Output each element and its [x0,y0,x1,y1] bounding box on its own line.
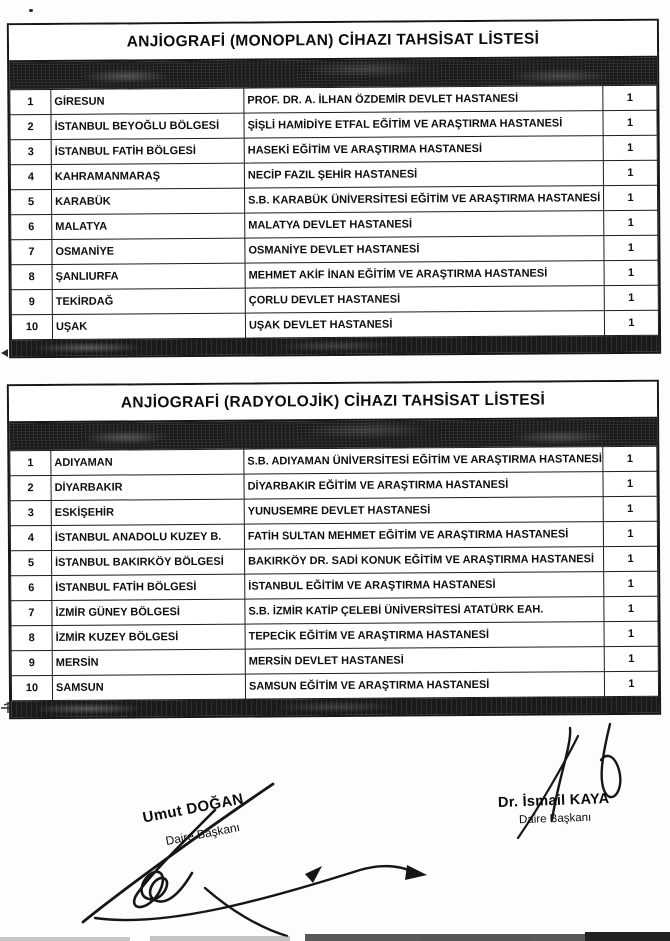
count-cell: 1 [603,496,657,521]
hospital-cell: S.B. İZMİR KATİP ÇELEBİ ÜNİVERSİTESİ ATATÜRK EAH. [245,597,604,625]
table-row [11,671,658,701]
region-cell: İSTANBUL FATİH BÖLGESİ [52,574,245,600]
signature-name: Umut DOĞAN [141,790,246,827]
region-cell: MERSİN [52,649,245,675]
count-cell: 1 [604,235,658,260]
region-cell: UŞAK [52,313,245,339]
region-cell: ADIYAMAN [51,449,244,475]
hospital-cell: UŞAK DEVLET HASTANESİ [245,311,604,339]
hospital-cell: İSTANBUL EĞİTİM VE ARAŞTIRMA HASTANESİ [245,572,604,600]
table-title: ANJİOGRAFİ (MONOPLAN) CİHAZI TAHSİSAT LİSTESİ [9,21,657,63]
hospital-cell: DİYARBAKIR EĞİTİM VE ARAŞTIRMA HASTANESİ [244,472,603,500]
count-cell: 1 [604,285,658,310]
signature-name: Dr. İsmail KAYA [497,791,610,811]
hospital-cell: HASEKİ EĞİTİM VE ARAŞTIRMA HASTANESİ [244,136,603,164]
row-number-cell: 2 [10,114,51,139]
hospital-cell: ÇORLU DEVLET HASTANESİ [245,286,604,314]
hospital-cell: MALATYA DEVLET HASTANESİ [245,211,604,239]
count-cell: 1 [603,185,657,210]
handwritten-signature-left [55,770,435,940]
hospital-cell: S.B. ADIYAMAN ÜNİVERSİTESİ EĞİTİM VE ARAŞTIRMA HASTANESİ [244,447,603,475]
scan-artifact-bottom-strip [0,931,670,941]
region-cell: KARABÜK [51,188,244,214]
region-cell: İZMİR KUZEY BÖLGESİ [52,624,245,650]
count-cell: 1 [604,210,658,235]
row-number-cell: 10 [11,314,52,339]
row-number-cell: 9 [11,289,52,314]
count-cell: 1 [604,596,658,621]
row-number-cell: 7 [11,600,52,625]
hospital-cell: TEPECİK EĞİTİM VE ARAŞTIRMA HASTANESİ [245,622,604,650]
region-cell: ESKİŞEHİR [51,499,244,525]
hospital-cell: PROF. DR. A. İLHAN ÖZDEMİR DEVLET HASTANESİ [244,86,603,114]
hospital-cell: FATİH SULTAN MEHMET EĞİTİM VE ARAŞTIRMA HASTANESİ [244,522,603,550]
table-footer-band-illegible [11,336,659,357]
row-number-cell: 5 [11,189,52,214]
hospital-cell: YUNUSEMRE DEVLET HASTANESİ [244,497,603,525]
signature-role: Daire Başkanı [164,819,242,849]
row-number-cell: 3 [10,500,51,525]
hospital-cell: S.B. KARABÜK ÜNİVERSİTESİ EĞİTİM VE ARAŞTIRMA HASTANESİ [244,186,603,214]
region-cell: GİRESUN [51,88,244,114]
region-cell: SAMSUN [52,674,245,700]
scan-artifact-triangle [1,349,8,357]
region-cell: İSTANBUL BEYOĞLU BÖLGESİ [51,113,244,139]
count-cell: 1 [604,621,658,646]
hospital-cell: ŞİŞLİ HAMİDİYE ETFAL EĞİTİM VE ARAŞTIRMA HASTANESİ [244,111,603,139]
radyolojik-allocation-table [7,380,661,720]
count-cell: 1 [603,521,657,546]
region-cell: İSTANBUL ANADOLU KUZEY B. [51,524,244,550]
handwritten-signature-right [460,722,670,847]
row-number-cell: 1 [10,89,51,114]
row-number-cell: 10 [11,675,52,700]
hospital-cell: BAKIRKÖY DR. SADİ KONUK EĞİTİM VE ARAŞTIRMA HASTANESİ [244,547,603,575]
count-cell: 1 [604,571,658,596]
row-number-cell: 4 [10,164,51,189]
region-cell: İSTANBUL BAKIRKÖY BÖLGESİ [51,549,244,575]
monoplan-allocation-table [7,19,661,359]
region-cell: OSMANİYE [52,238,245,264]
region-cell: ŞANLIURFA [52,263,245,289]
row-number-cell: 1 [10,450,51,475]
hospital-cell: NECİP FAZIL ŞEHİR HASTANESİ [244,161,603,189]
row-number-cell: 5 [11,550,52,575]
region-cell: İSTANBUL FATİH BÖLGESİ [51,138,244,164]
region-cell: DİYARBAKIR [51,474,244,500]
signature-role: Daire Başkanı [518,811,592,827]
count-cell: 1 [603,85,657,110]
hospital-cell: SAMSUN EĞİTİM VE ARAŞTIRMA HASTANESİ [245,672,604,700]
region-cell: KAHRAMANMARAŞ [51,163,244,189]
row-number-cell: 6 [11,214,52,239]
hospital-cell: OSMANİYE DEVLET HASTANESİ [245,236,604,264]
count-cell: 1 [603,110,657,135]
count-cell: 1 [604,671,658,696]
count-cell: 1 [603,160,657,185]
region-cell: TEKİRDAĞ [52,288,245,314]
row-number-cell: 7 [11,239,52,264]
count-cell: 1 [603,546,657,571]
count-cell: 1 [603,135,657,160]
hospital-cell: MERSİN DEVLET HASTANESİ [245,647,604,675]
allocation-grid [9,85,659,341]
table-header-band-illegible [9,58,657,90]
region-cell: İZMİR GÜNEY BÖLGESİ [52,599,245,625]
allocation-grid [9,446,659,702]
hospital-cell: MEHMET AKİF İNAN EĞİTİM VE ARAŞTIRMA HASTANESİ [245,261,604,289]
row-number-cell: 8 [11,264,52,289]
row-number-cell: 9 [11,650,52,675]
row-number-cell: 6 [11,575,52,600]
row-number-cell: 8 [11,625,52,650]
region-cell: MALATYA [52,213,245,239]
row-number-cell: 4 [10,525,51,550]
count-cell: 1 [603,471,657,496]
table-header-band-illegible [9,419,657,451]
count-cell: 1 [604,310,658,335]
scan-artifact-dot [29,9,33,12]
table-row [11,310,658,340]
count-cell: 1 [604,260,658,285]
scan-artifact-mark [0,700,16,716]
table-title: ANJİOGRAFİ (RADYOLOJİK) CİHAZI TAHSİSAT LİSTESİ [9,382,657,424]
row-number-cell: 3 [10,139,51,164]
row-number-cell: 2 [10,475,51,500]
count-cell: 1 [604,646,658,671]
count-cell: 1 [603,446,657,471]
table-footer-band-illegible [11,697,659,718]
